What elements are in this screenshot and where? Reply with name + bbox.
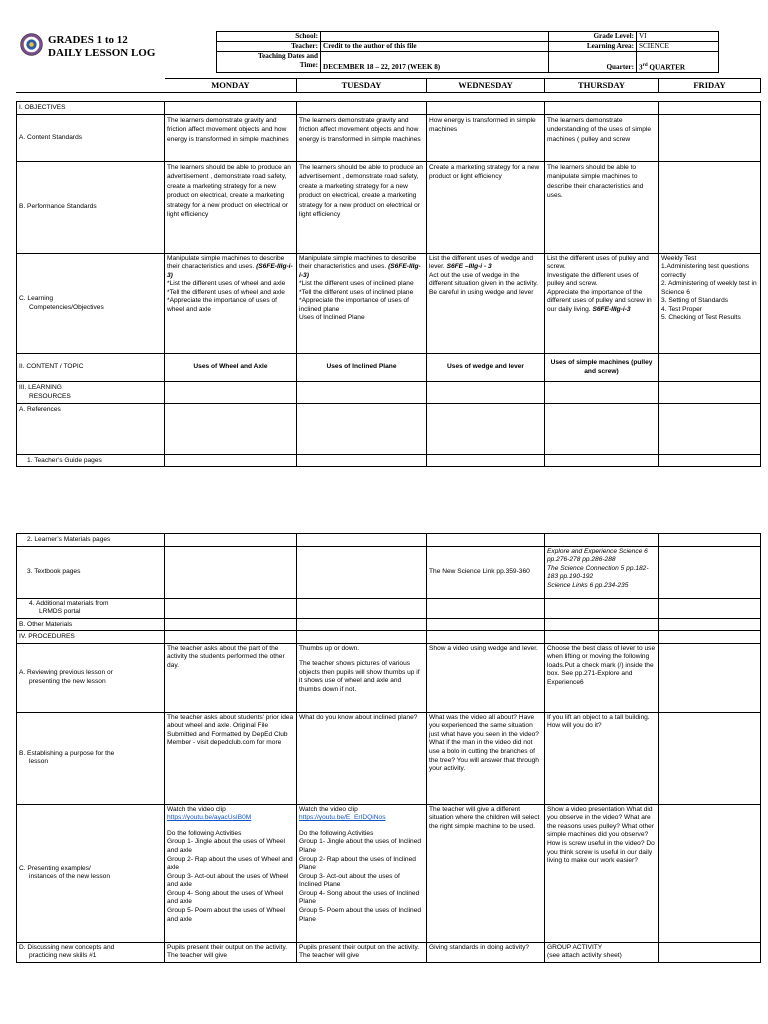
review-mon: The teacher asks about the part of the activity the students performed the other day. [165, 643, 297, 712]
examples-mon-watch: Watch the video clip [167, 805, 226, 813]
textbook-thu-ref2: The Science Connection 5 pp.182-183 pp.190-192 [547, 564, 649, 581]
comp-tue-list: *List the different uses of inclined plane [299, 280, 414, 288]
examples-mon [165, 804, 297, 942]
label-presenting-examples [17, 804, 165, 942]
comp-mon-appreciate: *Appreciate the importance of uses of wheel and axle [167, 297, 277, 313]
comp-fri-item1: 1.Administering test questions correctly [661, 263, 749, 279]
discussing-thu-note: (see attach activity sheet) [547, 952, 622, 960]
section-procedures: IV. PROCEDURES [17, 631, 165, 644]
quarter-number: 3 [639, 63, 643, 71]
purpose-tue: What do you know about inclined plane? [297, 712, 427, 804]
cell-competencies-wed [427, 253, 545, 353]
topic-thu: Uses of simple machines (pulley and screw) [545, 353, 659, 381]
topic-wed: Uses of wedge and lever [427, 353, 545, 381]
label-purpose-line2: lesson [29, 758, 49, 766]
comp-tue-topic: Uses of Inclined Plane [299, 314, 365, 322]
comp-wed-careful: Be careful in using wedge and lever [429, 288, 534, 296]
comp-fri-item4: 4. Test Proper [661, 305, 702, 313]
textbook-thu-ref1: Explore and Experience Science 6 pp.276-278 pp.286-288 [547, 547, 648, 564]
comp-thu-list: List the different uses of pulley and screw. [547, 254, 649, 271]
textbook-thu [545, 546, 659, 598]
examples-tue [297, 804, 427, 942]
topic-tue: Uses of Inclined Plane [297, 353, 427, 381]
day-header-friday: FRIDAY [659, 79, 761, 93]
cell-perf-std-thu: The learners should be able to manipulate simple machines to describe their characteristics and uses. [545, 161, 659, 253]
label-competencies [17, 253, 165, 353]
learning-area-label: Learning Area: [549, 42, 637, 52]
row-competencies [17, 253, 761, 353]
row-additional-materials [17, 598, 761, 618]
review-wed: Show a video using wedge and lever. [427, 643, 545, 712]
teacher-label: Teacher: [217, 42, 321, 52]
label-examples-line2: instances of the new lesson [29, 873, 111, 881]
lesson-log-table-page2 [16, 533, 761, 963]
label-reviewing-line2: presenting the new lesson [29, 677, 106, 685]
header-info-table [216, 31, 719, 73]
comp-fri-weekly-test: Weekly Test [661, 254, 697, 262]
cell-perf-std-tue: The learners should be able to produce an advertisement , demonstrate road safety, create a marketing strategy for a new product on electrical, create a marketing strategy for a new product on electrical or light efficiency [297, 161, 427, 253]
document-title [48, 34, 155, 60]
examples-tue-activities: Do the following Activities [299, 829, 374, 837]
label-resources-line2: RESOURCES [29, 393, 71, 401]
row-references [17, 403, 761, 454]
comp-mon-text: Manipulate simple machines to describe their characteristics and uses. [167, 254, 285, 271]
label-discussing [17, 942, 165, 962]
school-value [321, 32, 549, 42]
label-performance-standards: B. Performance Standards [17, 161, 165, 253]
label-content-standards: A. Content Standards [17, 114, 165, 161]
learning-area-value: SCIENCE [637, 42, 719, 52]
label-competencies-line2: Competencies/Objectives [29, 304, 104, 312]
comp-tue-text: Manipulate simple machines to describe their characteristics and uses. [299, 254, 417, 271]
title-line-2: DAILY LESSON LOG [48, 47, 156, 60]
day-header-monday: MONDAY [165, 79, 297, 93]
review-tue [297, 643, 427, 712]
comp-fri-item3: 3. Setting of Standards [661, 297, 729, 305]
label-additional-materials [17, 598, 165, 618]
examples-wed: The teacher will give a different situation where the children will select the right simple machine to be used. [427, 804, 545, 942]
comp-thu-code: S6FE-IIIg-i-3 [592, 305, 631, 313]
discussing-fri [659, 942, 761, 962]
video-link-tuesday[interactable]: https://youtu.be/E_ErIDQiNos [299, 814, 386, 822]
discussing-wed: Giving standards in doing activity? [427, 942, 545, 962]
comp-wed-text: List the different uses of wedge and lever. [429, 254, 533, 271]
comp-wed-code: S6FE –IIIg-i - 3 [446, 263, 492, 271]
purpose-wed: What was the video all about? Have you experienced the same situation just what have you seen in the video? What if the man in the video did not use a bolo in cutting the branches of the tree? You will answer that through your activity. [427, 712, 545, 804]
quarter-suffix: rd [642, 62, 648, 68]
row-textbook [17, 546, 761, 598]
row-presenting-examples [17, 804, 761, 942]
row-teachers-guide [17, 454, 761, 467]
examples-tue-group3: Group 3- Act-out about the uses of Inclined Plane [299, 872, 400, 889]
row-content-topic [17, 353, 761, 381]
comp-mon-list: *List the different uses of wheel and axle [167, 280, 286, 288]
quarter-value [637, 52, 719, 73]
label-content-topic: II. CONTENT / TOPIC [17, 353, 165, 381]
row-content-standards [17, 114, 761, 161]
examples-mon-group1: Group 1- Jingle about the uses of Wheel and axle [167, 838, 286, 855]
discussing-thu-title: GROUP ACTIVITY [547, 943, 603, 951]
label-reviewing-line1: A. Reviewing previous lesson or [19, 669, 113, 677]
cell-content-std-fri [659, 114, 761, 161]
label-learning-resources [17, 381, 165, 403]
teaching-dates-value: DECEMBER 18 – 22, 2017 (WEEK 8) [321, 52, 549, 73]
day-header-thursday: THURSDAY [545, 79, 659, 93]
day-header-tuesday: TUESDAY [297, 79, 427, 93]
row-discussing [17, 942, 761, 962]
examples-tue-group1: Group 1- Jingle about the uses of Inclined Plane [299, 838, 422, 855]
cell-content-std-mon: The learners demonstrate gravity and friction affect movement objects and how energy is transformed in simple machines [165, 114, 297, 161]
examples-tue-group4: Group 4- Song about the uses of Inclined Plane [299, 889, 420, 906]
teaching-dates-label-line1: Teaching Dates and [257, 52, 318, 60]
video-link-monday[interactable]: https://youtu.be/ayacUsIB0M [167, 814, 252, 822]
examples-tue-group2: Group 2- Rap about the uses of Inclined Plane [299, 855, 416, 872]
label-purpose-line1: B. Establishing a purpose for the [19, 749, 115, 757]
cell-content-std-wed: How energy is transformed in simple machines [427, 114, 545, 161]
day-header-wednesday: WEDNESDAY [427, 79, 545, 93]
topic-mon: Uses of Wheel and Axle [165, 353, 297, 381]
cell-competencies-thu [545, 253, 659, 353]
grade-level-label: Grade Level: [549, 32, 637, 42]
label-examples-line1: C. Presenting examples/ [19, 864, 91, 872]
comp-fri-item5: 5. Checking of Test Results [661, 314, 741, 322]
lesson-log-table-page1 [16, 78, 761, 467]
row-reviewing [17, 643, 761, 712]
examples-mon-activities: Do the following Activities [167, 829, 242, 837]
label-competencies-line1: C. Learning [19, 294, 54, 302]
discussing-thu [545, 942, 659, 962]
purpose-fri [659, 712, 761, 804]
comp-thu-appreciate: Appreciate the importance of the different uses of pulley and screw in our daily living. [547, 288, 652, 313]
row-learning-resources [17, 381, 761, 403]
discussing-tue: Pupils present their output on the activity. The teacher will give [297, 942, 427, 962]
examples-thu: Show a video presentation What did you observe in the video? What are the reasons uses pulley? What other simple machines did you observe? How is screw useful in the video? Do you think screw is useful in our daily living to make our work easier? [545, 804, 659, 942]
review-fri [659, 643, 761, 712]
section-objectives: I. OBJECTIVES [17, 102, 165, 115]
cell-content-std-thu: The learners demonstrate understanding of the uses of simple machines ( pulley and screw [545, 114, 659, 161]
examples-mon-group5: Group 5- Poem about the uses of Wheel and axle [167, 906, 286, 923]
comp-fri-item2: 2. Administering of weekly test in Science 6 [661, 280, 757, 296]
row-other-materials [17, 618, 761, 631]
examples-mon-group4: Group 4- Song about the uses of Wheel and axle [167, 889, 284, 906]
cell-content-std-tue: The learners demonstrate gravity and friction affect movement objects and how energy is transformed in simple machines [297, 114, 427, 161]
purpose-mon: The teacher asks about students' prior idea about wheel and axle. Original File Submitted and Formatted by DepEd Club Member - visit depedclub.com for more [165, 712, 297, 804]
cell-competencies-tue [297, 253, 427, 353]
title-line-1: GRADES 1 to 12 [48, 34, 128, 46]
quarter-label: Quarter: [549, 52, 637, 73]
textbook-wed: The New Science Link pp.359-360 [427, 546, 545, 598]
label-discussing-line2: practicing new skills #1 [29, 952, 97, 960]
examples-fri [659, 804, 761, 942]
review-thu: Choose the best class of lever to use when lifting or moving the following loads.Put a check mark (/) inside the box. See pp.271-Explore and Experience6 [545, 643, 659, 712]
cell-competencies-mon [165, 253, 297, 353]
teaching-dates-label-line2: Time: [299, 61, 318, 69]
comp-tue-code: (S6FE-IIIg-i-3) [299, 263, 421, 279]
examples-mon-group2: Group 2- Rap about the uses of Wheel and axle [167, 855, 293, 872]
cell-competencies-fri [659, 253, 761, 353]
grade-level-value: VI [637, 32, 719, 42]
examples-tue-group5: Group 5- Poem about the uses of Inclined Plane [299, 906, 422, 923]
label-additional-line1: 4. Additional materials from [29, 599, 109, 607]
comp-mon-tell: *Tell the different uses of wheel and axle [167, 288, 285, 296]
comp-tue-appreciate: *Appreciate the importance of uses of inclined plane [299, 297, 409, 313]
review-tue-body: The teacher shows pictures of various objects then pupils will show thumbs up if it shows use of wheel and axle and thumbs down if not. [299, 660, 420, 694]
row-procedures [17, 631, 761, 644]
label-discussing-line1: D. Discussing new concepts and [19, 943, 115, 951]
comp-mon-code: (S6FE-IIIg-i-3) [167, 263, 293, 279]
row-performance-standards [17, 161, 761, 253]
topic-fri [659, 353, 761, 381]
label-references: A. References [17, 403, 165, 454]
label-textbook: 3. Textbook pages [17, 546, 165, 598]
label-teachers-guide: 1. Teacher’s Guide pages [17, 454, 165, 467]
corner-blank [17, 79, 165, 93]
teaching-dates-label [217, 52, 321, 73]
row-learners-materials [17, 534, 761, 547]
row-purpose [17, 712, 761, 804]
label-resources-line1: III. LEARNING [19, 383, 62, 391]
textbook-thu-ref3: Science Links 6 pp.234-235 [547, 581, 629, 589]
comp-tue-tell: *Tell the different uses of inclined plane [299, 288, 414, 296]
spacer-row [17, 93, 761, 102]
label-other-materials: B. Other Materials [17, 618, 165, 631]
deped-seal-icon [20, 33, 43, 56]
examples-tue-watch: Watch the video clip [299, 805, 358, 813]
label-purpose [17, 712, 165, 804]
quarter-text: QUARTER [647, 63, 686, 71]
discussing-mon: Pupils present their output on the activity. The teacher will give [165, 942, 297, 962]
cell-perf-std-mon: The learners should be able to produce an advertisement , demonstrate road safety, create a marketing strategy for a new product on electrical, create a marketing strategy for a new product on electrical or light efficiency [165, 161, 297, 253]
purpose-thu: If you lift an object to a tall building. How will you do it? [545, 712, 659, 804]
examples-mon-group3: Group 3- Act-out about the uses of Wheel and axle [167, 872, 289, 889]
comp-wed-act: Act out the use of wedge in the different situation given in the activity. [429, 271, 538, 288]
school-label: School: [217, 32, 321, 42]
cell-perf-std-wed: Create a marketing strategy for a new product or light efficiency [427, 161, 545, 253]
label-learners-materials: 2. Learner’s Materials pages [17, 534, 165, 547]
review-tue-title: Thumbs up or down. [299, 644, 360, 652]
cell-perf-std-fri [659, 161, 761, 253]
comp-thu-investigate: Investigate the different uses of pulley and screw. [547, 271, 639, 288]
label-reviewing [17, 643, 165, 712]
teacher-value: Credit to the author of this file [321, 42, 549, 52]
label-additional-line2: LRMDS portal [39, 608, 81, 616]
